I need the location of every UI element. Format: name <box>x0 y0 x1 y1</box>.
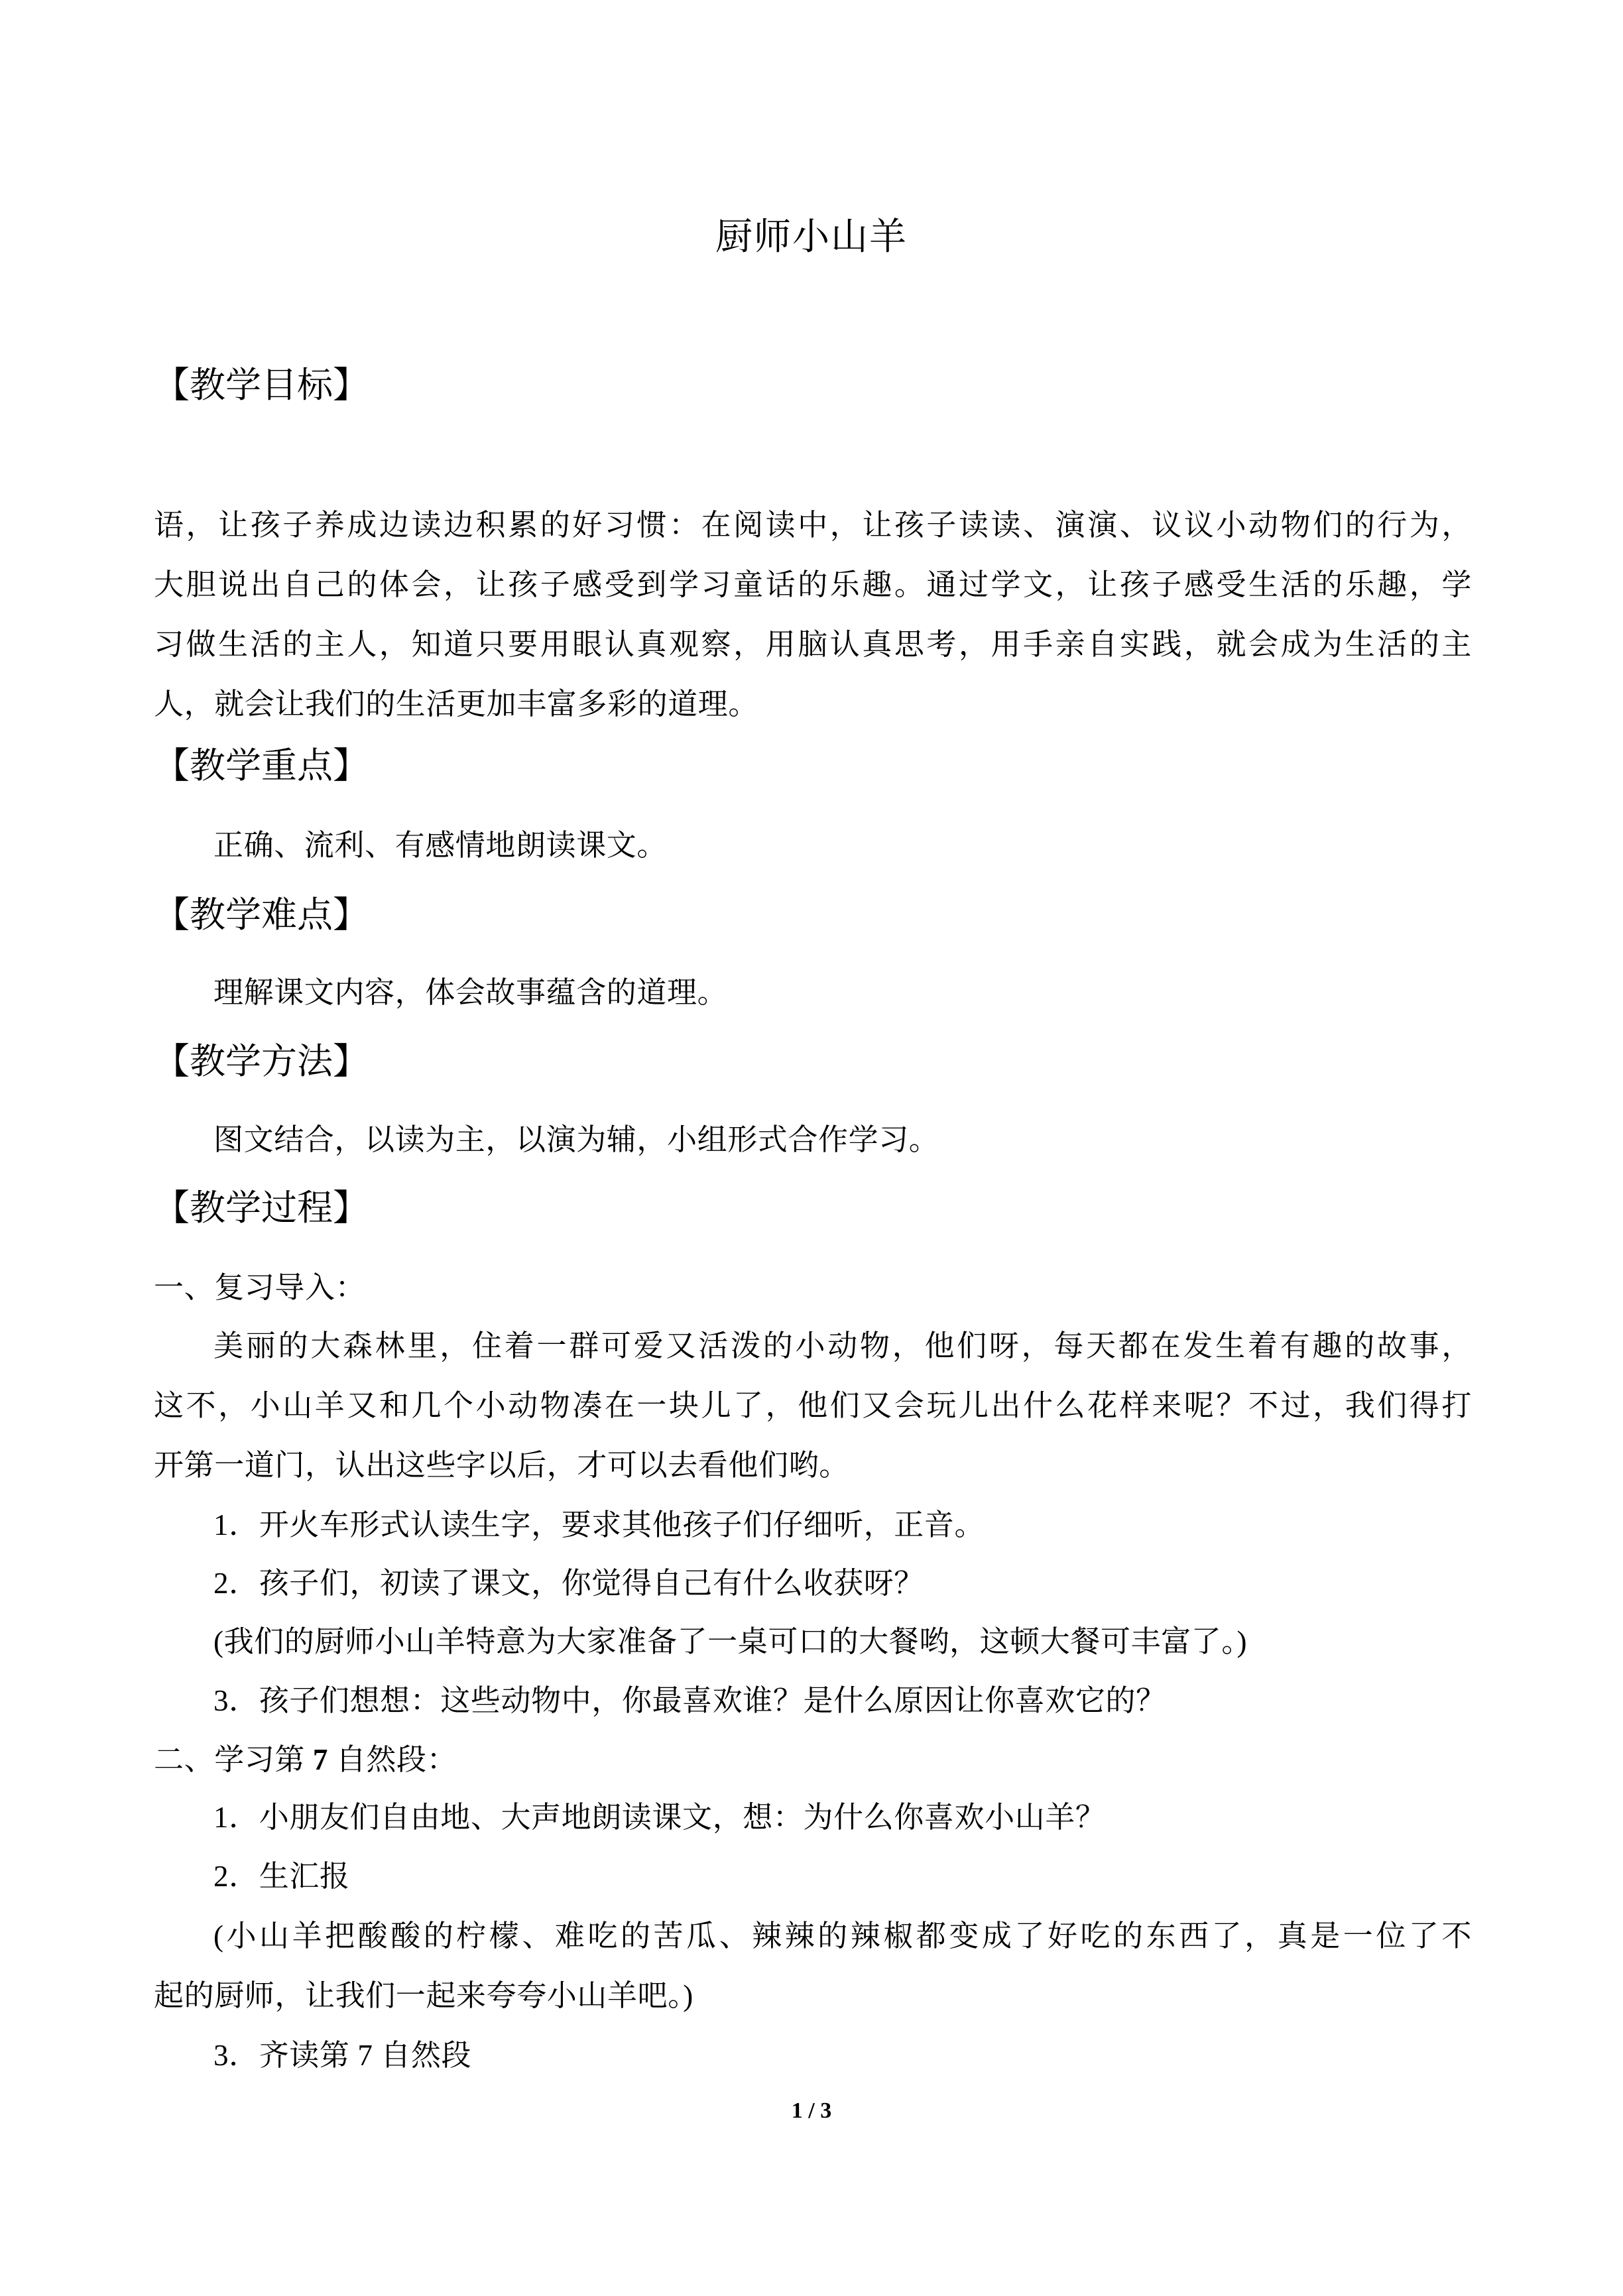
process-part1-step-3: 3．孩子们想想：这些动物中，你最喜欢谁？是什么原因让你喜欢它的？ <box>213 1684 1166 1717</box>
section-heading-process: 【教学过程】 <box>154 1188 369 1228</box>
objectives-line-3: 习做生活的主人，知道只要用眼认真观察，用脑认真思考，用手亲自实践，就会成为生活的主 <box>154 628 1472 661</box>
document-title: 厨师小山羊 <box>715 217 908 258</box>
process-part1-intro-line-1: 美丽的大森林里，住着一群可爱又活泼的小动物，他们呀，每天都在发生着有趣的故事， <box>213 1329 1472 1362</box>
process-part2-title-suffix: 自然段： <box>328 1743 457 1776</box>
process-part1-step-2-note: (我们的厨师小山羊特意为大家准备了一桌可口的大餐哟，这顿大餐可丰富了。) <box>213 1625 1248 1658</box>
process-part2-step-1: 1．小朋友们自由地、大声地朗读课文，想：为什么你喜欢小山羊？ <box>213 1801 1106 1834</box>
section-heading-key-points: 【教学重点】 <box>154 746 369 786</box>
methods-text: 图文结合，以读为主，以演为辅，小组形式合作学习。 <box>213 1123 939 1156</box>
process-part1-intro-line-2: 这不，小山羊又和几个小动物凑在一块儿了，他们又会玩儿出什么花样来呢？不过，我们得打 <box>154 1389 1472 1422</box>
page-number: 1 / 3 <box>791 2098 832 2123</box>
process-part2-step-2: 2．生汇报 <box>213 1860 350 1893</box>
process-part1-intro-line-3: 开第一道门，认出这些字以后，才可以去看他们哟。 <box>154 1449 849 1482</box>
process-part1-step-1: 1．开火车形式认读生字，要求其他孩子们仔细听，正音。 <box>213 1508 985 1541</box>
objectives-line-1: 语，让孩子养成边读边积累的好习惯：在阅读中，让孩子读读、演演、议议小动物们的行为， <box>154 509 1472 542</box>
objectives-line-4: 人，就会让我们的生活更加丰富多彩的道理。 <box>154 688 759 721</box>
process-part2-step-2-note-line-2: 起的厨师，让我们一起来夸夸小山羊吧。) <box>154 1979 693 2012</box>
key-points-text: 正确、流利、有感情地朗读课文。 <box>213 829 668 862</box>
section-heading-difficulties: 【教学难点】 <box>154 895 369 935</box>
difficulties-text: 理解课文内容，体会故事蕴含的道理。 <box>213 976 728 1009</box>
process-part1-step-2: 2．孩子们，初读了课文，你觉得自己有什么收获呀？ <box>213 1567 924 1600</box>
process-part2-title-number: 7 <box>312 1743 328 1776</box>
process-part2-step-3: 3．齐读第 7 自然段 <box>213 2039 472 2072</box>
process-part2-title-prefix: 二、学习第 <box>154 1743 313 1776</box>
process-part1-title: 一、复习导入： <box>154 1271 366 1304</box>
process-part2-step-2-note-line-1: (小山羊把酸酸的柠檬、难吃的苦瓜、辣辣的辣椒都变成了好吃的东西了，真是一位了不 <box>213 1919 1472 1953</box>
section-heading-methods: 【教学方法】 <box>154 1042 369 1081</box>
section-heading-objectives: 【教学目标】 <box>154 365 369 405</box>
objectives-line-2: 大胆说出自己的体会，让孩子感受到学习童话的乐趣。通过学文，让孩子感受生活的乐趣，学 <box>154 568 1472 601</box>
process-part2-title <box>154 1740 1472 1780</box>
